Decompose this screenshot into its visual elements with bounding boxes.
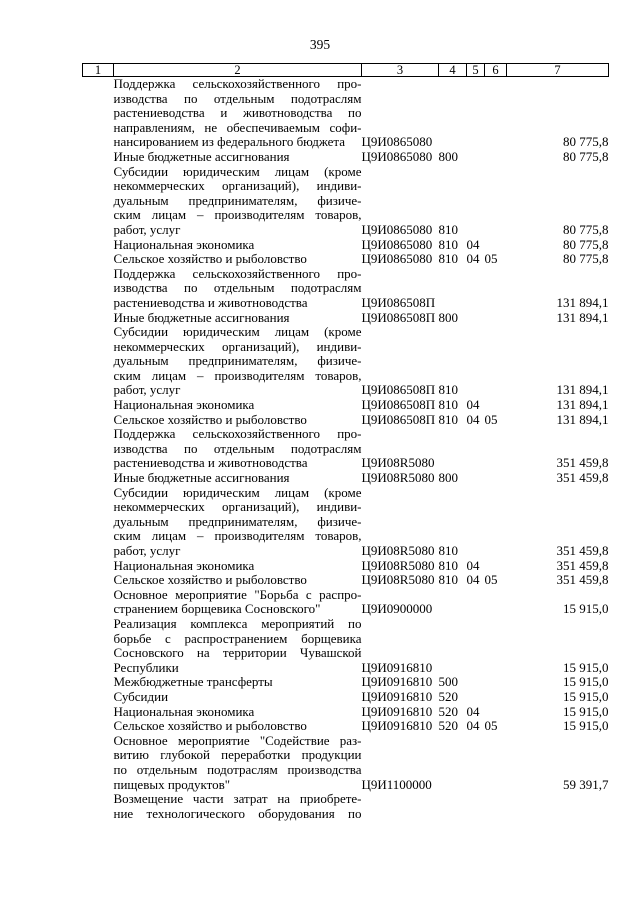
- expense-type-code: [439, 792, 467, 821]
- subsection-code: [485, 427, 507, 471]
- expense-type-code: [439, 77, 467, 150]
- expense-type-code: 500: [438, 674, 458, 690]
- item-name-line: борьбе с распространением борщевика: [113, 630, 362, 646]
- item-name-line: Иные бюджетные ассигнования: [113, 470, 290, 486]
- item-name-line: Национальная экономика: [113, 397, 255, 413]
- item-name-cell: [114, 675, 362, 690]
- item-name-cell: [114, 705, 362, 720]
- item-name-line: Сельское хозяйство и рыболовство: [113, 411, 307, 427]
- item-name-line: по отдельным подотраслям производства: [113, 761, 362, 777]
- section-code: [467, 617, 485, 675]
- row-number-cell: [83, 471, 114, 486]
- item-name-line: нансированием из федерального бюджета: [113, 134, 346, 150]
- row-number-cell: [83, 325, 114, 398]
- table-row: [83, 675, 609, 690]
- subsection-code: 05: [484, 411, 498, 427]
- amount-cell: 15 915,0: [563, 601, 609, 617]
- subsection-code: 05: [484, 718, 498, 734]
- table-row: [83, 77, 609, 150]
- section-code: [467, 486, 485, 559]
- expense-type-code: 520: [438, 703, 458, 719]
- expense-type-code: [439, 267, 467, 311]
- expense-type-code: 810: [438, 411, 458, 427]
- section-code: [467, 734, 485, 792]
- item-name-line: Республики: [113, 659, 179, 675]
- item-name-cell: [114, 617, 362, 675]
- item-name-line: дуальным предпринимателям, физиче-: [113, 353, 362, 369]
- item-name-cell: [114, 573, 362, 588]
- amount-cell: 15 915,0: [563, 674, 609, 690]
- amount-cell: 351 459,8: [556, 470, 609, 486]
- table-row: [83, 398, 609, 413]
- item-name-cell: [114, 690, 362, 705]
- row-number-cell: [83, 559, 114, 574]
- item-name-line: Поддержка сельскохозяйственного про-: [113, 76, 362, 91]
- amount-cell: 351 459,8: [556, 557, 609, 573]
- target-article-code: Ц9И0916810: [361, 659, 433, 675]
- table-row: [83, 734, 609, 792]
- table-row: [83, 705, 609, 720]
- target-article-code: Ц9И086508П: [361, 294, 436, 310]
- row-number-cell: [83, 690, 114, 705]
- item-name-line: Национальная экономика: [113, 236, 255, 252]
- row-number-cell: [83, 267, 114, 311]
- subsection-code: [485, 325, 507, 398]
- subsection-code: [485, 675, 507, 690]
- target-article-code: Ц9И086508П: [361, 309, 436, 325]
- expense-type-code: 520: [438, 688, 458, 704]
- table-row: [83, 413, 609, 428]
- table-row: [83, 311, 609, 326]
- header-col-1: 1: [83, 64, 114, 77]
- expense-type-code: 520: [438, 718, 458, 734]
- target-article-code: Ц9И08R5080: [361, 557, 435, 573]
- amount-cell: 80 775,8: [563, 236, 609, 252]
- table-row: [83, 617, 609, 675]
- item-name-line: некоммерческих организаций), индиви-: [113, 338, 362, 354]
- header-col-7: 7: [507, 64, 609, 77]
- section-code: 04: [466, 557, 480, 573]
- expense-type-code: 810: [438, 251, 458, 267]
- subsection-code: [485, 690, 507, 705]
- row-number-cell: [83, 734, 114, 792]
- table-row: [83, 325, 609, 398]
- section-code: [467, 675, 485, 690]
- row-number-cell: [83, 165, 114, 238]
- item-name-cell: [114, 792, 362, 821]
- item-name-line: растениеводства и животноводства: [113, 294, 308, 310]
- item-name-line: ским лицам – производителям товаров,: [113, 207, 362, 223]
- item-name-line: ние технологического оборудования по: [113, 805, 362, 821]
- item-name-line: работ, услуг: [113, 382, 181, 398]
- table-row: [83, 267, 609, 311]
- row-number-cell: [83, 413, 114, 428]
- table-row: [83, 719, 609, 734]
- section-code: [467, 471, 485, 486]
- item-name-line: дуальным предпринимателям, физиче-: [113, 513, 362, 529]
- expense-type-code: 810: [438, 382, 458, 398]
- item-name-line: Иные бюджетные ассигнования: [113, 148, 290, 164]
- target-article-code: Ц9И086508П: [361, 411, 436, 427]
- amount-cell: 15 915,0: [563, 718, 609, 734]
- item-name-line: пищевых продуктов": [113, 776, 231, 792]
- table-row: [83, 238, 609, 253]
- amount-cell: 351 459,8: [556, 543, 609, 558]
- section-code: [467, 150, 485, 165]
- amount-cell: 131 894,1: [556, 382, 609, 398]
- target-article-code: [362, 792, 439, 821]
- expense-type-code: 810: [438, 543, 458, 558]
- target-article-code: Ц9И0916810: [361, 674, 433, 690]
- section-code: [467, 311, 485, 326]
- table-row: [83, 690, 609, 705]
- amount-cell: 351 459,8: [556, 572, 609, 588]
- subsection-code: [485, 77, 507, 150]
- amount-cell: 80 775,8: [563, 221, 609, 237]
- section-code: 04: [466, 703, 480, 719]
- item-name-line: ским лицам – производителям товаров,: [113, 528, 362, 544]
- item-name-line: Поддержка сельскохозяйственного про-: [113, 426, 362, 442]
- item-name-line: Реализация комплекса мероприятий по: [113, 615, 362, 631]
- row-number-cell: [83, 719, 114, 734]
- subsection-code: [485, 165, 507, 238]
- row-number-cell: [83, 252, 114, 267]
- item-name-line: Субсидии юридическим лицам (кроме: [113, 163, 362, 179]
- subsection-code: [485, 311, 507, 326]
- subsection-code: [485, 559, 507, 574]
- table-body: [83, 77, 609, 822]
- row-number-cell: [83, 77, 114, 150]
- header-col-6: 6: [485, 64, 507, 77]
- item-name-cell: [114, 486, 362, 559]
- section-code: [467, 267, 485, 311]
- target-article-code: Ц9И0865080: [361, 221, 433, 237]
- item-name-line: Сельское хозяйство и рыболовство: [113, 572, 307, 588]
- table-row: [83, 427, 609, 471]
- expense-type-code: 800: [438, 148, 458, 164]
- expense-type-code: 810: [438, 572, 458, 588]
- row-number-cell: [83, 792, 114, 821]
- row-number-cell: [83, 588, 114, 617]
- row-number-cell: [83, 617, 114, 675]
- expense-type-code: [439, 617, 467, 675]
- subsection-code: 05: [484, 251, 498, 267]
- item-name-cell: [114, 471, 362, 486]
- row-number-cell: [83, 486, 114, 559]
- amount-cell: 80 775,8: [563, 134, 609, 150]
- item-name-line: дуальным предпринимателям, физиче-: [113, 192, 362, 208]
- row-number-cell: [83, 573, 114, 588]
- item-name-cell: [114, 267, 362, 311]
- item-name-line: Межбюджетные трансферты: [113, 674, 273, 690]
- item-name-line: изводства по отдельным подотраслям: [113, 440, 362, 456]
- subsection-code: [485, 150, 507, 165]
- item-name-line: Национальная экономика: [113, 703, 255, 719]
- target-article-code: Ц9И0865080: [361, 148, 433, 164]
- amount-cell: 15 915,0: [563, 659, 609, 675]
- row-number-cell: [83, 398, 114, 413]
- subsection-code: [485, 792, 507, 821]
- amount-cell: [507, 792, 609, 821]
- amount-cell: 80 775,8: [563, 251, 609, 267]
- amount-cell: 59 391,7: [563, 776, 609, 792]
- header-col-3: 3: [362, 64, 439, 77]
- expense-type-code: [439, 427, 467, 471]
- target-article-code: Ц9И086508П: [361, 382, 436, 398]
- expense-type-code: 810: [438, 397, 458, 413]
- item-name-line: работ, услуг: [113, 543, 181, 558]
- subsection-code: [485, 398, 507, 413]
- header-col-2: 2: [114, 64, 362, 77]
- subsection-code: [485, 734, 507, 792]
- target-article-code: Ц9И0916810: [361, 688, 433, 704]
- item-name-cell: [114, 77, 362, 150]
- table-row: [83, 150, 609, 165]
- section-code: 04: [466, 411, 480, 427]
- item-name-line: Иные бюджетные ассигнования: [113, 309, 290, 325]
- expense-type-code: 800: [438, 470, 458, 486]
- target-article-code: Ц9И086508П: [361, 397, 436, 413]
- table-row: [83, 252, 609, 267]
- section-code: 04: [466, 718, 480, 734]
- section-code: [467, 325, 485, 398]
- item-name-line: некоммерческих организаций), индиви-: [113, 499, 362, 515]
- section-code: 04: [466, 236, 480, 252]
- item-name-line: Сосновского на территории Чувашской: [113, 645, 362, 661]
- row-number-cell: [83, 675, 114, 690]
- section-code: [467, 792, 485, 821]
- item-name-line: Поддержка сельскохозяйственного про-: [113, 265, 362, 281]
- subsection-code: [485, 267, 507, 311]
- item-name-line: растениеводства и животноводства по: [113, 105, 362, 121]
- table-row: [83, 559, 609, 574]
- subsection-code: [485, 486, 507, 559]
- amount-cell: 15 915,0: [563, 703, 609, 719]
- row-number-cell: [83, 150, 114, 165]
- item-name-cell: [114, 413, 362, 428]
- item-name-line: Национальная экономика: [113, 557, 255, 573]
- table-row: [83, 165, 609, 238]
- row-number-cell: [83, 427, 114, 471]
- target-article-code: Ц9И0865080: [361, 236, 433, 252]
- item-name-line: изводства по отдельным подотраслям: [113, 280, 362, 296]
- amount-cell: 131 894,1: [556, 309, 609, 325]
- table-row: [83, 486, 609, 559]
- amount-cell: 131 894,1: [556, 294, 609, 310]
- target-article-code: Ц9И08R5080: [361, 470, 435, 486]
- target-article-code: Ц9И08R5080: [361, 572, 435, 588]
- item-name-cell: [114, 238, 362, 253]
- budget-table: [82, 63, 609, 821]
- section-code: [467, 165, 485, 238]
- item-name-cell: [114, 398, 362, 413]
- item-name-line: некоммерческих организаций), индиви-: [113, 178, 362, 194]
- item-name-cell: [114, 427, 362, 471]
- target-article-code: Ц9И0916810: [361, 718, 433, 734]
- item-name-line: странением борщевика Сосновского": [113, 601, 321, 617]
- subsection-code: [485, 588, 507, 617]
- item-name-line: Субсидии юридическим лицам (кроме: [113, 484, 362, 500]
- item-name-line: работ, услуг: [113, 221, 181, 237]
- item-name-line: Сельское хозяйство и рыболовство: [113, 718, 307, 734]
- item-name-line: Сельское хозяйство и рыболовство: [113, 251, 307, 267]
- expense-type-code: 800: [438, 309, 458, 325]
- row-number-cell: [83, 705, 114, 720]
- subsection-code: [485, 471, 507, 486]
- expense-type-code: 810: [438, 557, 458, 573]
- target-article-code: Ц9И1100000: [361, 776, 432, 792]
- item-name-line: ским лицам – производителям товаров,: [113, 367, 362, 383]
- target-article-code: Ц9И08R5080: [361, 455, 435, 471]
- header-col-5: 5: [467, 64, 485, 77]
- target-article-code: Ц9И08R5080: [361, 543, 435, 558]
- item-name-line: Основное мероприятие "Борьба с распро-: [113, 586, 362, 602]
- item-name-cell: [114, 252, 362, 267]
- section-code: 04: [466, 251, 480, 267]
- table-row: [83, 792, 609, 821]
- row-number-cell: [83, 311, 114, 326]
- item-name-cell: [114, 559, 362, 574]
- target-article-code: Ц9И0916810: [361, 703, 433, 719]
- expense-type-code: [439, 588, 467, 617]
- header-col-4: 4: [439, 64, 467, 77]
- item-name-line: Возмещение части затрат на приобрете-: [113, 791, 362, 807]
- section-code: [467, 427, 485, 471]
- amount-cell: 131 894,1: [556, 411, 609, 427]
- amount-cell: 351 459,8: [556, 455, 609, 471]
- item-name-line: Субсидии юридическим лицам (кроме: [113, 324, 362, 340]
- subsection-code: [485, 238, 507, 253]
- target-article-code: Ц9И0865080: [361, 134, 433, 150]
- section-code: 04: [466, 572, 480, 588]
- section-code: [467, 77, 485, 150]
- amount-cell: 131 894,1: [556, 397, 609, 413]
- row-number-cell: [83, 238, 114, 253]
- header-row: [83, 64, 609, 77]
- table-row: [83, 588, 609, 617]
- item-name-line: витию глубокой переработки продукции: [113, 747, 362, 763]
- target-article-code: Ц9И0865080: [361, 251, 433, 267]
- expense-type-code: [439, 734, 467, 792]
- subsection-code: 05: [484, 572, 498, 588]
- item-name-line: направлениям, не обеспечиваемым софи-: [113, 119, 362, 135]
- section-code: [467, 588, 485, 617]
- item-name-line: Субсидии: [113, 688, 169, 704]
- section-code: 04: [466, 397, 480, 413]
- item-name-cell: [114, 150, 362, 165]
- item-name-cell: [114, 588, 362, 617]
- table-row: [83, 471, 609, 486]
- item-name-line: изводства по отдельным подотраслям: [113, 90, 362, 106]
- page-number: 395: [309, 37, 331, 52]
- amount-cell: 15 915,0: [563, 688, 609, 704]
- item-name-cell: [114, 734, 362, 792]
- table-header: [83, 64, 609, 77]
- item-name-cell: [114, 325, 362, 398]
- item-name-line: растениеводства и животноводства: [113, 455, 308, 471]
- item-name-cell: [114, 165, 362, 238]
- table-row: [83, 573, 609, 588]
- subsection-code: [485, 617, 507, 675]
- item-name-line: Основное мероприятие "Содействие раз-: [113, 732, 362, 748]
- expense-type-code: 810: [438, 236, 458, 252]
- expense-type-code: 810: [438, 221, 458, 237]
- target-article-code: Ц9И0900000: [361, 601, 433, 617]
- item-name-cell: [114, 311, 362, 326]
- section-code: [467, 690, 485, 705]
- item-name-cell: [114, 719, 362, 734]
- amount-cell: 80 775,8: [563, 148, 609, 164]
- subsection-code: [485, 705, 507, 720]
